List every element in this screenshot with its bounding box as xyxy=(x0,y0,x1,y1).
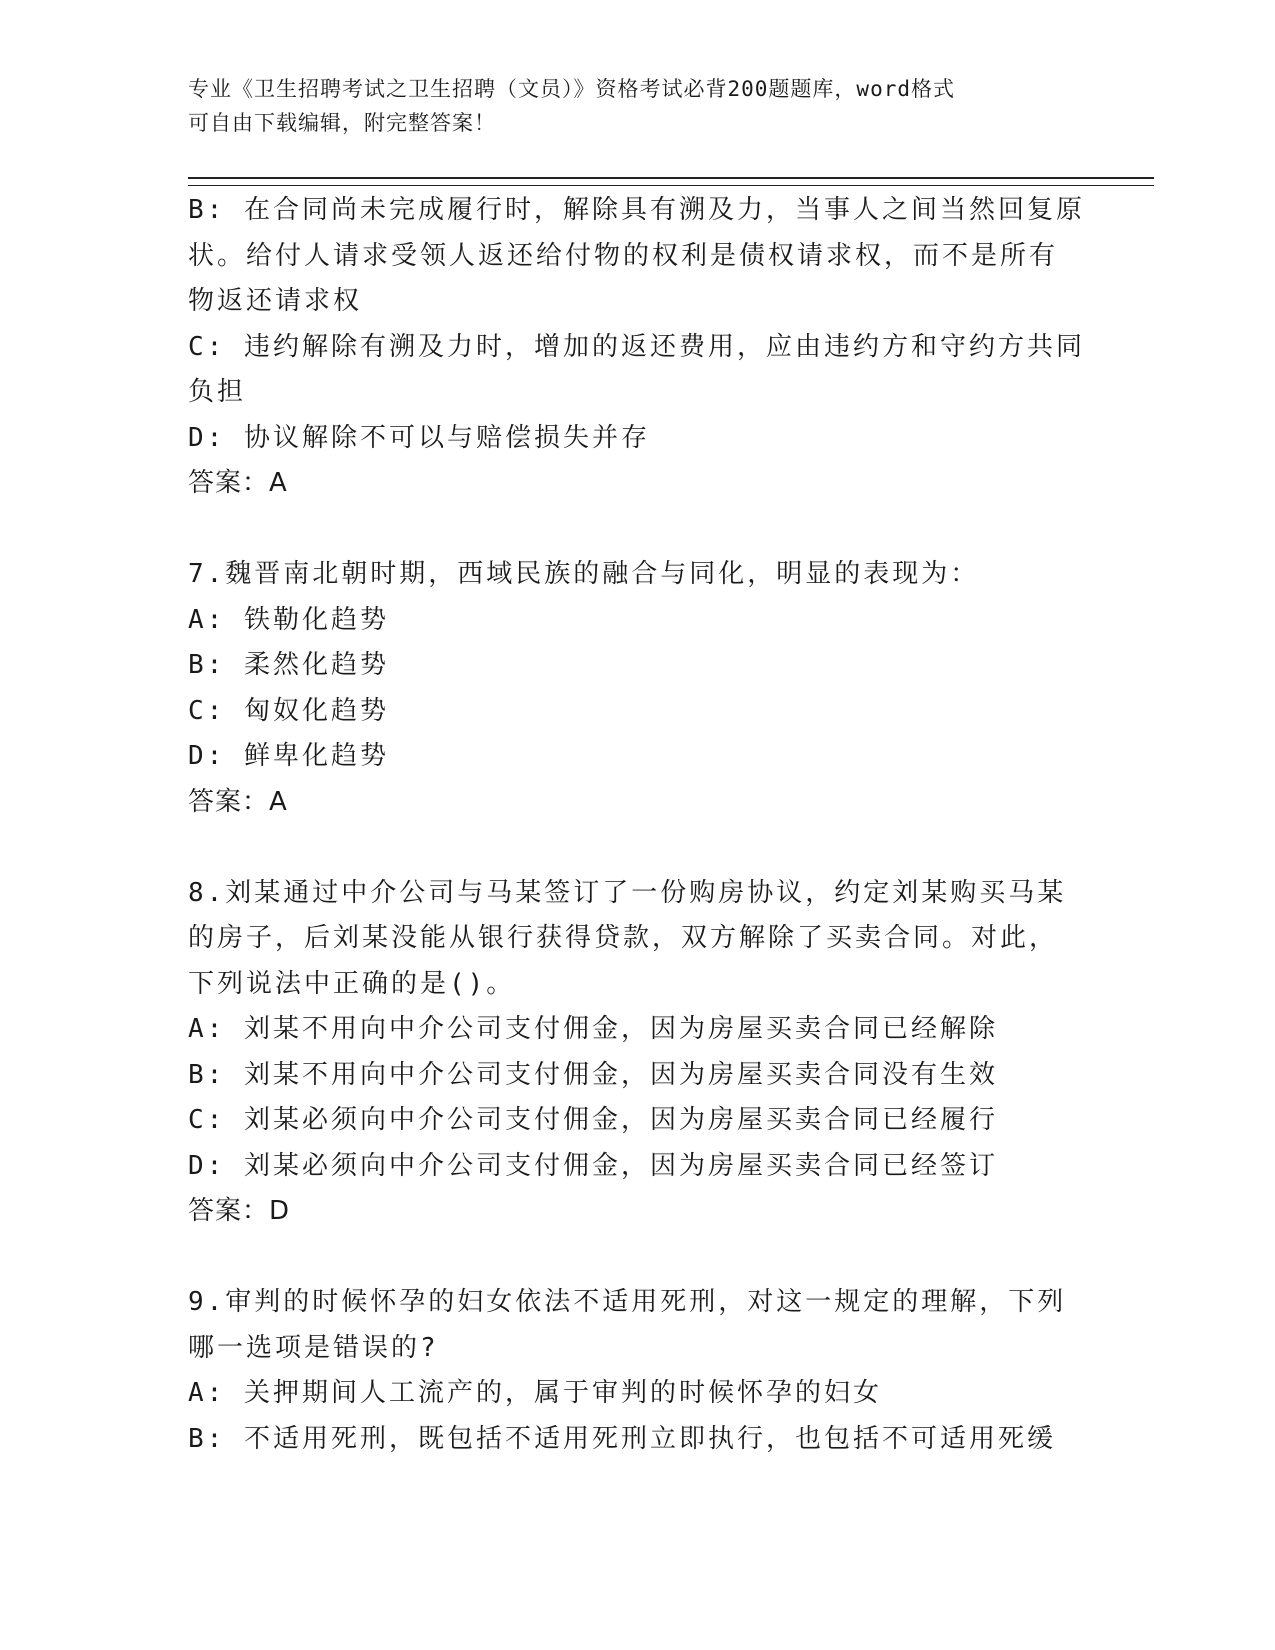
option-b-line-1: B: 在合同尚未完成履行时，解除具有溯及力，当事人之间当然回复原 xyxy=(188,195,1085,225)
header-title-line-1: 专业《卫生招聘考试之卫生招聘（文员）》资格考试必背200题题库，word格式 xyxy=(188,77,955,101)
option-d: D: 刘某必须向中介公司支付佣金，因为房屋买卖合同已经签订 xyxy=(188,1150,998,1181)
spacer xyxy=(188,1235,1068,1281)
document-header xyxy=(188,72,1088,140)
question-stem-line-1: 8.刘某通过中介公司与马某签订了一份购房协议，约定刘某购买马某 xyxy=(188,877,1067,908)
option-b: B: 柔然化趋势 xyxy=(188,650,389,680)
option-c-line-1: C: 违约解除有溯及力时，增加的返还费用，应由违约方和守约方共同 xyxy=(188,331,1085,362)
option-b: B: 不适用死刑，既包括不适用死刑立即执行，也包括不可适用死缓 xyxy=(188,1423,1056,1454)
question-6-continued xyxy=(188,188,1085,507)
question-8 xyxy=(188,871,1068,1235)
option-b-line-2: 状。给付人请求受领人返还给付物的权利是债权请求权，而不是所有 xyxy=(188,240,1059,271)
question-stem-line-1: 9.审判的时候怀孕的妇女依法不适用死刑，对这一规定的理解，下列 xyxy=(188,1287,1067,1317)
option-d: D: 协议解除不可以与赔偿损失并存 xyxy=(188,422,650,453)
option-b: B: 刘某不用向中介公司支付佣金，因为房屋买卖合同没有生效 xyxy=(188,1059,998,1090)
question-stem: 7.魏晋南北朝时期，西域民族的融合与同化，明显的表现为： xyxy=(188,559,980,589)
spacer xyxy=(188,825,1068,871)
document-body xyxy=(188,188,1085,1462)
option-a: A: 铁勒化趋势 xyxy=(188,604,389,635)
question-stem-line-2: 的房子，后刘某没能从银行获得贷款，双方解除了买卖合同。对此， xyxy=(188,923,1059,953)
header-divider xyxy=(188,177,1154,186)
answer: 答案：A xyxy=(188,468,288,498)
option-d: D: 鲜卑化趋势 xyxy=(188,741,389,771)
option-b-line-3: 物返还请求权 xyxy=(188,286,363,316)
answer: 答案：A xyxy=(188,786,288,817)
question-stem-line-2: 哪一选项是错误的? xyxy=(188,1332,439,1363)
option-c: C: 匈奴化趋势 xyxy=(188,695,389,726)
option-c: C: 刘某必须向中介公司支付佣金，因为房屋买卖合同已经履行 xyxy=(188,1105,998,1135)
option-a: A: 关押期间人工流产的，属于审判的时候怀孕的妇女 xyxy=(188,1378,882,1408)
spacer xyxy=(188,507,1068,553)
question-stem-line-3: 下列说法中正确的是()。 xyxy=(188,968,516,999)
header-title-line-2: 可自由下载编辑，附完整答案！ xyxy=(188,111,496,135)
answer: 答案：D xyxy=(188,1196,291,1226)
question-7 xyxy=(188,552,1068,825)
option-a: A: 刘某不用向中介公司支付佣金，因为房屋买卖合同已经解除 xyxy=(188,1014,998,1044)
question-9 xyxy=(188,1280,1068,1462)
option-c-line-2: 负担 xyxy=(188,377,247,407)
